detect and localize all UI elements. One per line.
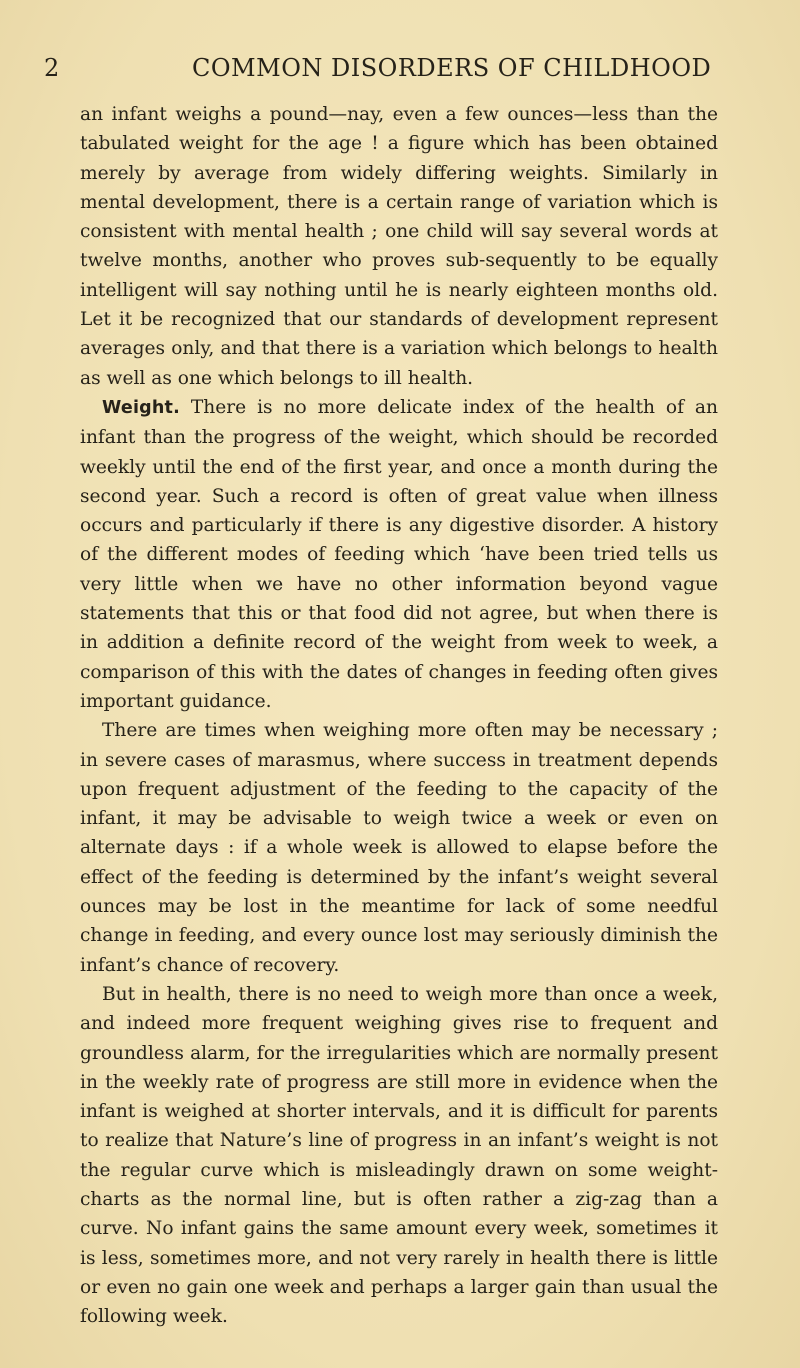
paragraph-weight bbox=[80, 393, 718, 716]
paragraph-health-weighing: But in health, there is no need to weigh more than once a week, and indeed more frequent weighing gives rise to frequent and groundless alarm, for the irregularities which are normally present in the weekly rate of progress are still more in evidence when the infant is weighed at shorter intervals, and it is difficult for parents to realize that Nature’s line of progress in an infant’s weight is not the regular curve which is misleadingly drawn on some weight-charts as the normal line, but is often rather a zig-zag than a curve. No infant gains the same amount every week, sometimes it is less, sometimes more, and not very rarely in health there is little or even no gain one week and perhaps a larger gain than usual the following week. bbox=[80, 983, 718, 1328]
running-header bbox=[40, 48, 760, 88]
running-title: COMMON DISORDERS OF CHILDHOOD bbox=[192, 54, 712, 82]
paragraph-continuation: an infant weighs a pound—nay, even a few ounces—less than the tabulated weight for the age ! a figure which has been obtained merely by average from widely differing weights. Similarly in mental development, there is a certain range of variation which is consistent with mental health ; one child will say several words at twelve months, another who proves sub-sequently to be equally intelligent will say nothing until he is nearly eighteen months old. Let it be recognized that our standards of development represent averages only, and that there is a variation which belongs to health as well as one which belongs to ill health. bbox=[80, 104, 718, 389]
section-heading-weight: Weight. bbox=[102, 397, 180, 418]
paragraph-weight-text: There is no more delicate index of the health of an infant than the progress of the weight, which should be recorded weekly until the end of the first year, and once a month during the second year. Such a record is often of great value when illness occurs and particularly if there is any digestive disorder. A history of the different modes of feeding which ‘have been tried tells us very little when we have no other information beyond vague statements that this or that food did not agree, but when there is in addition a definite record of the weight from week to week, a comparison of this with the dates of changes in feeding often gives important guidance. bbox=[80, 396, 718, 712]
page-number: 2 bbox=[44, 54, 60, 82]
body-text bbox=[80, 100, 718, 1331]
paragraph-weighing-frequency: There are times when weighing more often may be necessary ; in severe cases of marasmus, where success in treatment depends upon frequent adjustment of the feeding to the capacity of the infant, it may be advisable to weigh twice a week or even on alternate days : if a whole week is allowed to elapse before the effect of the feeding is determined by the infant’s weight several ounces may be lost in the meantime for lack of some needful change in feeding, and every ounce lost may seriously diminish the infant’s chance of recovery. bbox=[80, 720, 718, 976]
